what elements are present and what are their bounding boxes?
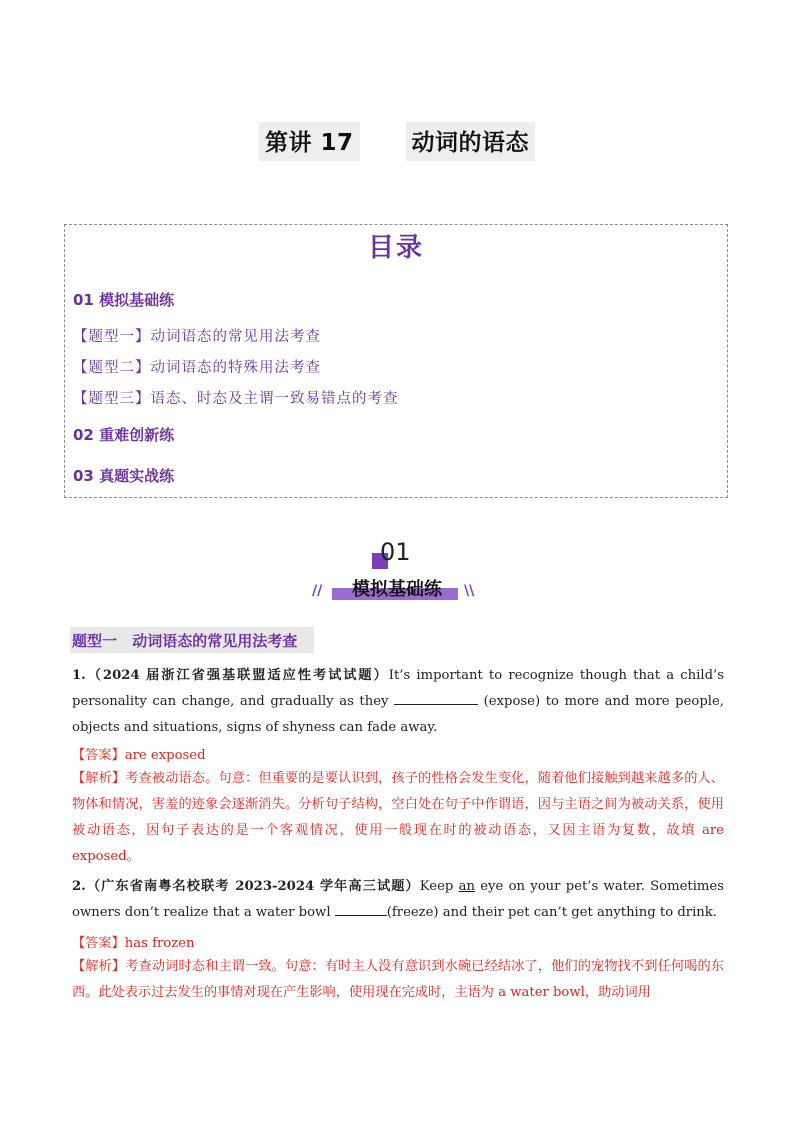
section-number: 01 bbox=[380, 538, 411, 566]
toc-heading: 目录 bbox=[367, 233, 424, 263]
question-source: （广东省南粤名校联考 2023-2024 学年高三试题） bbox=[85, 879, 420, 894]
lecture-number: 第讲 17 bbox=[259, 122, 360, 161]
answer-blank bbox=[394, 690, 478, 705]
question-text: (freeze) and their pet can’t get anything to drink. bbox=[386, 905, 717, 920]
question-text: eye on your pet’s water. Sometimes owners don’t realize that a water bowl bbox=[72, 879, 725, 920]
question-text-underlined: an bbox=[458, 879, 475, 894]
analysis-label: 【解析】 bbox=[72, 959, 126, 974]
analysis-2 bbox=[72, 954, 724, 1006]
lecture-title bbox=[0, 122, 794, 161]
analysis-1 bbox=[72, 766, 724, 870]
toc-item-link[interactable]: 【题型一】动词语态的常见用法考查 bbox=[73, 329, 321, 345]
analysis-label: 【解析】 bbox=[72, 771, 126, 786]
answer-label: 【答案】 bbox=[72, 748, 125, 763]
answer-text: has frozen bbox=[124, 936, 195, 951]
section-right-mark: \\ bbox=[464, 583, 475, 599]
section-left-mark: // bbox=[312, 583, 323, 599]
answer-label: 【答案】 bbox=[72, 936, 125, 951]
question-text: Keep bbox=[419, 879, 459, 894]
toc-section-link[interactable]: 03 真题实战练 bbox=[73, 467, 175, 485]
answer-1 bbox=[72, 744, 206, 763]
question-source: （2024 届浙江省强基联盟适应性考试试题） bbox=[85, 668, 389, 683]
lecture-topic: 动词的语态 bbox=[406, 122, 536, 161]
question-text: (expose) to more and more people, objects and situations, signs of shyness can fade away. bbox=[72, 694, 724, 735]
answer-blank bbox=[335, 901, 387, 916]
question-1 bbox=[72, 663, 724, 741]
analysis-text: 考查被动语态。句意：但重要的是要认识到，孩子的性格会发生变化，随着他们接触到越来越多的人、物体和情况，害羞的迹象会逐渐消失。分析句子结构，空白处在句子中作谓语，因与主语之间为被动关系，使用被动语态，因句子表达的是一个客观情况，使用一般现在时的被动语态，又因主语为复数，故填 are exposed。 bbox=[72, 771, 724, 864]
question-number: 1. bbox=[72, 668, 86, 683]
section-name: 模拟基础练 bbox=[352, 579, 442, 600]
toc-item-link[interactable]: 【题型三】语态、时态及主谓一致易错点的考查 bbox=[73, 391, 399, 407]
question-number: 2. bbox=[72, 879, 86, 894]
type-heading: 题型一 动词语态的常见用法考查 bbox=[72, 632, 298, 650]
toc-section-link[interactable]: 02 重难创新练 bbox=[73, 426, 175, 444]
answer-2 bbox=[72, 932, 194, 951]
question-2 bbox=[72, 874, 724, 926]
toc-item-link[interactable]: 【题型二】动词语态的特殊用法考查 bbox=[73, 360, 321, 376]
question-text: It’s important to recognize though that a child’s personality can change, and gradually as they bbox=[72, 668, 725, 709]
answer-text: are exposed bbox=[124, 748, 206, 763]
analysis-text: 考查动词时态和主谓一致。句意：有时主人没有意识到水碗已经结冰了，他们的宠物找不到任何喝的东西。此处表示过去发生的事情对现在产生影响，使用现在完成时，主语为 a water bowl，助动词用 bbox=[72, 959, 724, 1000]
table-of-contents bbox=[64, 224, 728, 498]
toc-section-link[interactable]: 01 模拟基础练 bbox=[73, 291, 175, 309]
